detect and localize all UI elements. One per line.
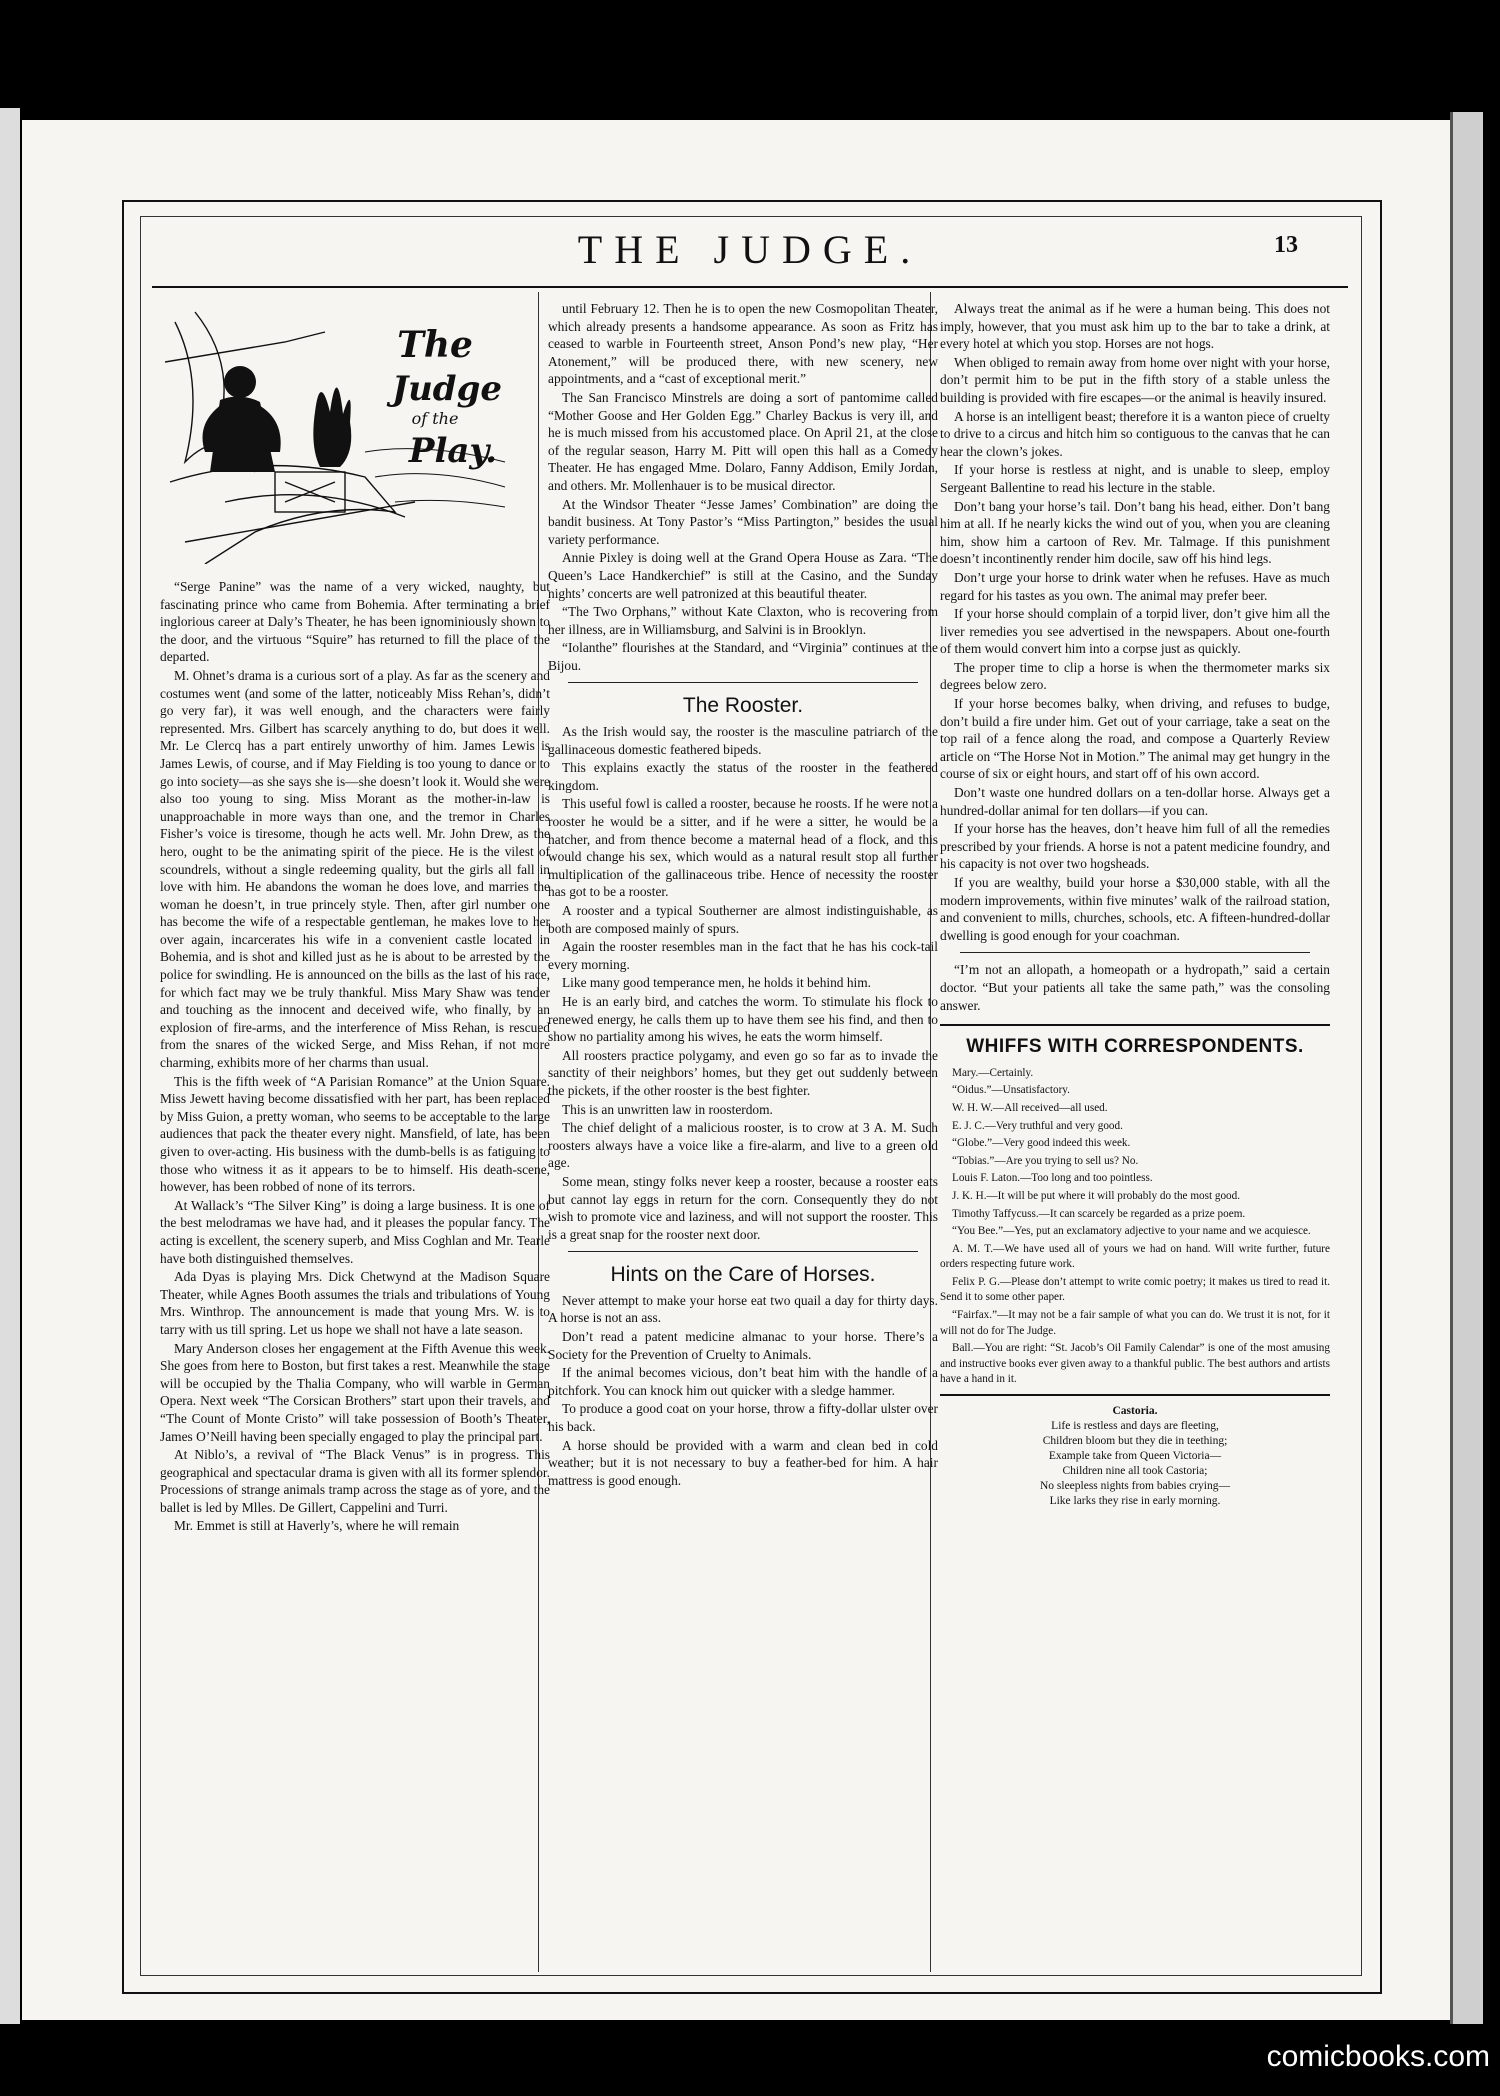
paragraph: Some mean, stingy folks never keep a rooster, because a rooster eats but cannot lay eggs in return for the corn. Consequently they do not wish to promote vice and laziness, and will not support the rooster. This is a great snap for the rooster next door.: [548, 1173, 938, 1242]
verse-line: Children nine all took Castoria;: [1062, 1465, 1208, 1478]
paragraph: Again the rooster resembles man in the fact that he has his cock-tail every morning.: [548, 939, 938, 972]
list-item: “Tobias.”—Are you trying to sell us? No.: [952, 1154, 1139, 1167]
paragraph: Always treat the animal as if he were a human being. This does not imply, however, that you must ask him up to the bar to take a drink, at every hotel at which you stop. Horses are not hogs.: [940, 301, 1330, 352]
list-item: “You Bee.”—Yes, put an exclamatory adjective to your name and we acquiesce.: [952, 1225, 1311, 1238]
paragraph: The proper time to clip a horse is when the thermometer marks six degrees below zero.: [940, 659, 1330, 693]
section-rule: [568, 682, 918, 683]
illustration-title-play: Play.: [408, 431, 498, 471]
paragraph: All roosters practice polygamy, and even go so far as to invade the sanctity of their neighbors’ homes, but they get out suddenly between the pickets, if the other rooster is the best fighter.: [548, 1047, 938, 1098]
paragraph: If your horse becomes balky, when driving, and refuses to budge, don’t build a fire under him. Get out of your carriage, take a seat on the top rail of a fence along the road, and compose a Quarterly Review article on “The Horse Not in Motion.” The animal may get hungry in the course of six or eight hours, and start off of his own accord.: [940, 696, 1330, 782]
illustration-title-the: The: [397, 324, 473, 366]
castoria-advertisement: [940, 1404, 1330, 1509]
paragraph: This useful fowl is called a rooster, because he roosts. If he were not a rooster he would be a sitter, and if he were a sitter, he would be a hatcher, and from thence become a maternal head of a flock, and this would change his sex, which would as a natural result stop all further multiplication of the gallinaceous tribe. Hence of necessity the rooster has got to be a rooster.: [548, 796, 938, 900]
paragraph: This is the fifth week of “A Parisian Romance” at the Union Square. Miss Jewett having become dissatisfied with her part, has been replaced by Miss Guion, a pretty woman, who seems to be acceptable to the large audiences that pack the theater every night. Mansfield, of late, has been given to over-acting. His business with the dumb-bells is as fatiguing to those who witness it as it appears to be to himself. His death-scene, however, has been robbed of none of its terrors.: [160, 1073, 550, 1195]
list-item: Timothy Taffycuss.—It can scarcely be regarded as a prize poem.: [952, 1207, 1246, 1220]
illustration-title-of-the: of the: [411, 409, 459, 428]
paragraph: When obliged to remain away from home over night with your horse, don’t permit him to be put in the fifth story of a stable unless the building is provided with fire escapes—or the animal is heavily insured.: [940, 354, 1330, 405]
section-rule: [960, 952, 1310, 953]
paragraph: Ada Dyas is playing Mrs. Dick Chetwynd at the Madison Square Theater, while Agnes Booth assumes the trials and tribulations of Young Mrs. Winthrop. The announcement is made that young Mrs. W. is to tarry with us till spring. Let us hope we shall not have a late season.: [160, 1269, 550, 1337]
paragraph: At Wallack’s “The Silver King” is doing a large business. It is one of the best melodramas we have had, and it pleases the popular fancy. The acting is excellent, the scenery superb, and Miss Coghlan and Mr. Tearle have both distinguished themselves.: [160, 1197, 550, 1266]
section-rule: [940, 1394, 1330, 1396]
paragraph: A horse is an intelligent beast; therefore it is a wanton piece of cruelty to drive to a circus and hitch him so contiguous to the canvas that he can hear the clown’s jokes.: [940, 408, 1330, 459]
paragraph: “Serge Panine” was the name of a very wicked, naughty, but fascinating prince who came from Bohemia. After terminating a brief inglorious career at Daly’s Theater, he has been ignominiously shown to the door, and the virtuous “Squire” has returned to fill the place of the departed.: [160, 579, 550, 665]
list-item: Mary.—Certainly.: [952, 1066, 1034, 1079]
list-item: “Oidus.”—Unsatisfactory.: [952, 1084, 1070, 1097]
list-item: “Globe.”—Very good indeed this week.: [952, 1137, 1131, 1150]
list-item: Louis F. Laton.—Too long and too pointless.: [952, 1172, 1153, 1185]
masthead-rule: [152, 286, 1348, 288]
paragraph: As the Irish would say, the rooster is the masculine patriarch of the gallinaceous domestic feathered bipeds.: [548, 724, 938, 757]
paragraph: “The Two Orphans,” without Kate Claxton, who is recovering from her illness, are in Williamsburg, and Salvini is in Brooklyn.: [548, 604, 938, 637]
paragraph: At the Windsor Theater “Jesse James’ Combination” are doing the bandit business. At Tony Pastor’s “Miss Partington,” besides the usual variety performance.: [548, 496, 938, 547]
paragraph: Annie Pixley is doing well at the Grand Opera House as Zara. “The Queen’s Lace Handkerchief” is still at the Casino, and the Sunday nights’ concerts are well patronized at this beautiful theater.: [548, 550, 938, 601]
paragraph: The San Francisco Minstrels are doing a sort of pantomime called “Mother Goose and Her Golden Egg.” Charley Backus is very ill, and he is much missed from his accustomed place. On April 21, at the close of the regular season, Harry M. Pitt will open this hall as a Comedy Theater. He has engaged Mme. Dolaro, Fanny Addison, Emily Jordan, and others. Mr. Mollenhauer is to be musical director.: [548, 389, 938, 493]
verse-line: No sleepless nights from babies crying—: [1039, 1480, 1231, 1493]
verse-line: Like larks they rise in early morning.: [1049, 1495, 1221, 1508]
paragraph: This explains exactly the status of the rooster in the feathered kingdom.: [548, 760, 938, 793]
paragraph: Don’t read a patent medicine almanac to your horse. There’s a Society for the Prevention of Cruelty to Animals.: [548, 1329, 938, 1362]
left-page-edge: [0, 108, 20, 2024]
column-2: [548, 300, 938, 1490]
paragraph: To produce a good coat on your horse, throw a fifty-dollar ulster over his back.: [548, 1401, 938, 1435]
paragraph: Like many good temperance men, he holds it behind him.: [562, 975, 872, 991]
list-item: “Fairfax.”—It may not be a fair sample of what you can do. We trust it is not, for it will not do for The Judge.: [940, 1309, 1330, 1337]
column-1: [160, 578, 550, 1536]
paragraph: The chief delight of a malicious rooster, is to crow at 3 A. M. Such roosters always have a voice like a fire-alarm, and live to a green old age.: [548, 1120, 938, 1171]
masthead-title: THE JUDGE.: [577, 227, 923, 272]
paragraph: A horse should be provided with a warm and clean bed in cold weather; but it is not necessary to buy a feather-bed for him. A hair mattress is good enough.: [548, 1437, 938, 1488]
illustration-title-judge: Judge: [392, 369, 502, 409]
list-item: E. J. C.—Very truthful and very good.: [952, 1119, 1123, 1132]
paragraph: “Iolanthe” flourishes at the Standard, and “Virginia” continues at the Bijou.: [548, 640, 938, 673]
paragraph: Don’t urge your horse to drink water when he refuses. Have as much regard for his tastes as you own. The animal may prefer beer.: [940, 569, 1330, 603]
paragraph: If your horse has the heaves, don’t heave him full of all the remedies prescribed by your friends. A horse is not a patent medicine foundry, and his capacity is not over two hogsheads.: [940, 821, 1330, 872]
page-number: 13: [1274, 232, 1298, 258]
allopath-joke: “I’m not an allopath, a homeopath or a hydropath,” said a certain doctor. “But your patients all take the same path,” was the consoling answer.: [940, 962, 1330, 1013]
paragraph: M. Ohnet’s drama is a curious sort of a play. As far as the scenery and costumes went (and some of the latter, noticeably Miss Rehan’s, didn’t go very far), it was well enough, and the characters were fairly represented. Mrs. Gilbert has scarcely anything to do, but does it well. Mr. Le Clercq has a part entirely unworthy of him. James Lewis is James Lewis, of course, and if May Fielding is too young to dance or to go into society—as she says she is—she doesn’t look it. Would she were also too young to sing. Miss Morant as the mother-in-law is unapproachable in more ways than one, and the tremor in Charles Fisher’s voice is tiresome, though he acts well. Mr. John Drew, as the hero, ought to be the animating spirit of the piece. He is the vilest of scoundrels, without a single redeeming quality, but the girls all fall in love with him. He abandons the woman he does love, and marries the woman he doesn’t, in true princely style. Then, after girl number one has become the wife of a respectable gentleman, he makes love to her over again, incarcerates his wife in a convenient castle located in Bohemia, and is shot and killed just as he is about to be arrested by the police for swindling. He is announced on the bills as the last of his race, for which fact may we be truly thankful. Miss Mary Shaw was tender and touching as the innocent and deceived wife, who finally, by an explosion of fire-arms, and the interference of Miss Rehan, is rescued from the snares of the wicked Serge, and Miss Rehan, if not more charming, exhibits more of her charms than usual.: [160, 667, 550, 1071]
judge-of-the-play-illustration: [165, 302, 510, 564]
section-rule: [940, 1024, 1330, 1026]
verse-line: Example take from Queen Victoria—: [1048, 1450, 1222, 1463]
castoria-title: Castoria.: [1112, 1405, 1158, 1418]
paragraph: If your horse is restless at night, and is unable to sleep, employ Sergeant Ballentine to read his lecture in the stable.: [940, 462, 1330, 495]
section-rule: [568, 1251, 918, 1252]
paragraph: Never attempt to make your horse eat two quail a day for thirty days. A horse is not an ass.: [548, 1292, 938, 1326]
verse-line: Life is restless and days are fleeting,: [1051, 1420, 1219, 1433]
horses-heading: Hints on the Care of Horses.: [610, 1263, 876, 1287]
paragraph: Mary Anderson closes her engagement at the Fifth Avenue this week. She goes from here to Boston, but first takes a rest. Meanwhile the stage will be occupied by the Thalia Company, who will warble in German Opera. Next week “The Corsican Brothers” start upon their travels, and “The Count of Monte Cristo” will take possession of Booth’s Theater, James O’Neill having been specially engaged to play the principal part.: [160, 1340, 550, 1444]
column-3: [940, 300, 1330, 1509]
right-page-edge: [1450, 112, 1483, 2024]
list-item: A. M. T.—We have used all of yours we had on hand. Will write further, future orders respecting future work.: [940, 1242, 1330, 1271]
paragraph: At Niblo’s, a revival of “The Black Venus” is in progress. This geographical and spectacular drama is given with all its former splendor. Processions of strange animals tramp across the stage as of yore, and the ballet is led by Mlles. De Gillert, Cappelini and Turri.: [160, 1447, 550, 1515]
paragraph: until February 12. Then he is to open the new Cosmopolitan Theater, which already presents a handsome appearance. As soon as Fritz has ceased to warble in Fourteenth street, Anson Pond’s new play, “Her Atonement,” will be produced there, with new scenery, new appointments, and a “cast of exceptional merit.”: [548, 301, 938, 387]
verse-line: Children bloom but they die in teething;: [1042, 1435, 1228, 1448]
paragraph: He is an early bird, and catches the worm. To stimulate his flock to renewed energy, he calls them up to have them see his find, and then to show no partiality among his wives, he eats the worm himself.: [548, 993, 938, 1045]
rooster-heading: The Rooster.: [682, 694, 804, 718]
paragraph: Mr. Emmet is still at Haverly’s, where he will remain: [174, 1518, 460, 1534]
paragraph: If the animal becomes vicious, don’t beat him with the handle of a pitchfork. You can knock him out quicker with a sledge hammer.: [548, 1365, 938, 1398]
site-watermark: comicbooks.com: [1266, 2040, 1490, 2073]
list-item: Felix P. G.—Please don’t attempt to write comic poetry; it makes us tired to read it. Send it to some other paper.: [940, 1275, 1330, 1304]
paragraph: A rooster and a typical Southerner are almost indistinguishable, as both are composed mainly of spurs.: [548, 903, 938, 936]
paragraph: This is an unwritten law in roosterdom.: [562, 1101, 773, 1117]
paragraph: If you are wealthy, build your horse a $30,000 stable, with all the modern improvements, within five minutes’ walk of the railroad station, and convenient to mills, churches, schools, etc. A fifteen-hundred-dollar dwelling is good enough for your coachman.: [940, 875, 1330, 943]
paragraph: Don’t bang your horse’s tail. Don’t bang his head, either. Don’t bang him at all. If he nearly kicks the wind out of you, when you are cleaning him, show him a cartoon of Rev. Mr. Talmage. If this punishment doesn’t incontinently render him docile, saw off his hind legs.: [940, 498, 1330, 567]
paragraph: Don’t waste one hundred dollars on a ten-dollar horse. Always get a hundred-dollar animal for ten dollars—if you can.: [940, 785, 1330, 818]
list-item: J. K. H.—It will be put where it will probably do the most good.: [952, 1189, 1241, 1202]
list-item: Ball.—You are right: “St. Jacob’s Oil Family Calendar” is one of the most amusing and instructive books ever given away to a thankful public. The best authors and artists have a hand in it.: [940, 1342, 1330, 1386]
correspondents-list: [940, 1066, 1330, 1388]
list-item: W. H. W.—All received—all used.: [952, 1101, 1108, 1114]
paragraph: If your horse should complain of a torpid liver, don’t give him all the liver remedies you see advertised in the newspapers. About one-fourth of them would convert him into a corpse just as quickly.: [940, 606, 1330, 657]
whiffs-heading: WHIFFS WITH CORRESPONDENTS.: [966, 1036, 1304, 1058]
